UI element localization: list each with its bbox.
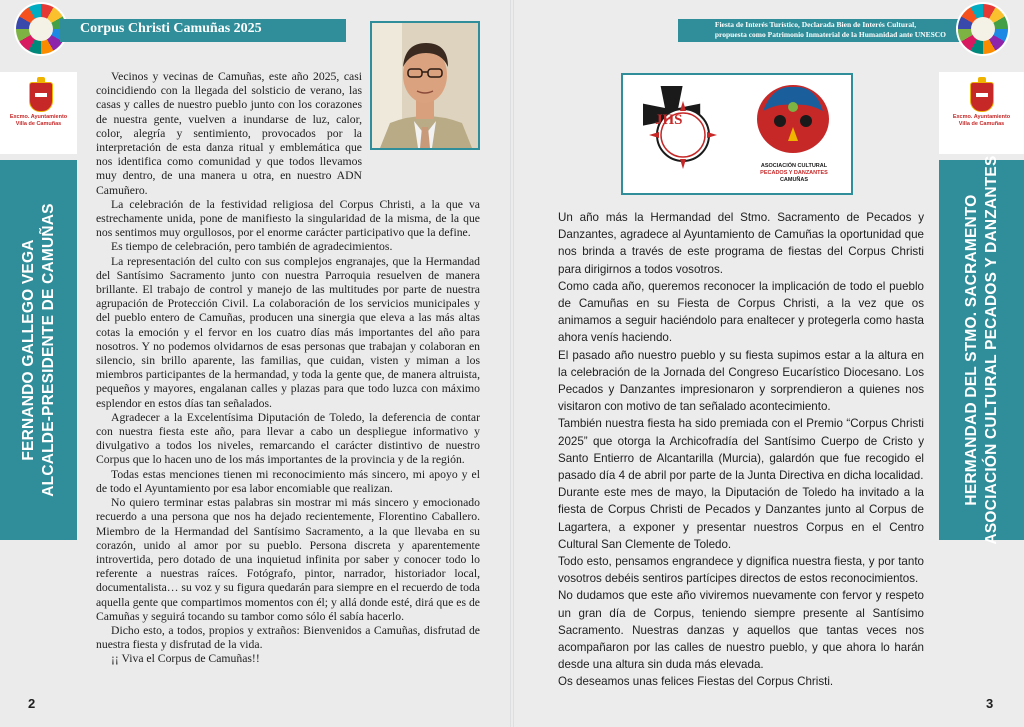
town-shield-icon	[970, 82, 994, 112]
brotherhood-name: HERMANDAD DEL STMO. SACRAMENTO	[962, 194, 980, 506]
letter-paragraph: El pasado año nuestro pueblo y su fiesta supimos estar a la altura en la celebración de la Jornada del Congreso Eucarístico Diocesano. Los Pecados y Danzantes impresionaron y sorprendieron a quienes nos visitaron con motivo de tan señalado acontecimiento.	[558, 348, 924, 414]
author-name: FERNANDO GALLEGO VEGA	[19, 239, 37, 461]
association-logo-line2: PECADOS Y DANZANTES	[760, 170, 828, 176]
letter-paragraph: Todas estas menciones tienen mi reconocimiento más sincero, mi apoyo y el de todo el Ayuntamiento por esa labor encomiable que realizan.	[96, 467, 480, 495]
header-title: Corpus Christi Camuñas 2025	[80, 21, 262, 36]
organizations-logo-box	[621, 73, 853, 195]
author-title	[19, 203, 59, 496]
fiesta-declaration	[715, 20, 946, 40]
rosette-emblem-icon	[958, 4, 1008, 54]
jhs-monogram: JHS	[655, 112, 683, 128]
vertical-title-bar-left	[0, 160, 77, 540]
letter-paragraph: Dicho esto, a todos, propios y extraños: Bienvenidos a Camuñas, disfrutad de nuestra fiesta y disfrutad de la vida.	[96, 623, 480, 652]
letter-paragraph: Como cada año, queremos reconocer la implicación de todo el pueblo de Camuñas en su Fiesta de Corpus Christi, a la vez que os animamos a seguir haciéndolo para enaltecer y protegerla como hasta ahora venís haciendo.	[558, 279, 924, 345]
rosette-emblem-icon	[16, 4, 66, 54]
letter-paragraph: No quiero terminar estas palabras sin mostrar mi más sincero y emocionado recuerdo a una persona que nos ha dejado recientemente, Florentino Caballero. Miembro de la Hermandad del Santísimo Sacramento, a la que llevaba en su corazón, unido al amor por su pueblo. Persona discreta y aparentemente introvertida, pero dotado de una inquietud infinita por saber y conocer todo lo referente a nuestras raíces. Fotógrafo, pintor, narrador, historiador local, documentalista… su voz y su figura quedarán para siempre en el recuerdo de toda aquella gente que compartimos momentos con él; y allá donde esté, dirá que es de Camuñas y seguirá tocando su tambor como sólo él sabía hacerlo.	[96, 496, 480, 623]
fiesta-declaration-line2: propuesta como Patrimonio Inmaterial de la Humanidad ante UNESCO	[714, 30, 946, 39]
letter-paragraph: Todo esto, pensamos engrandece y dignifica nuestra fiesta, y por tanto vosotros debéis sentiros partícipes directos de estos reconocimientos.	[558, 555, 924, 586]
letter-paragraph: La representación del culto con sus complejos engranajes, que la Hermandad del Santísimo Sacramento junto con nuestra Parroquia resuelven de manera brillante. El trabajo de control y manejo de las multitudes por parte de nuestra agrupación de Protección Civil. La colaboración de los servicios municipales y del pueblo entero de Camuñas, producen una sinergia que eleva a las más altas cotas la emoción y el fervor en los cuatro días más importantes del año para nosotros. Y no podemos olvidarnos de esas personas que trabajan y colaboran en silencio, sin brillo aparente, las familias, que cuidan, visten y miman a los miembros participantes de la hermandad, y toda la gente que, de manera altruista, pequeños y mayores, engalanan calles y plazas para que todo luzca con máximo esplendor en estos días tan señalados.	[96, 254, 480, 410]
fiesta-declaration-line1: Fiesta de Interés Turístico, Declarada Bien de Interés Cultural,	[714, 20, 917, 29]
association-logo-line3: CAMUÑAS	[779, 177, 809, 183]
town-shield-icon	[29, 82, 53, 112]
town-logo-block	[939, 72, 1024, 154]
association-logo-label	[751, 163, 837, 184]
letter-paragraph: Vecinos y vecinas de Camuñas, este año 2025, casi coincidiendo con la llegada del solsticio de verano, las casas y calles de nuestro pueblo junto con los corazones de nuestra gente, vuelven a inundarse de luz, calor, color, alegría y sentimiento, provocados por la interpretación de esta danza ritual y emblemática que nos identifica como comunidad y que todos llevamos muy dentro, de una manera u otra, en nuestro ADN Camuñero.	[96, 70, 362, 197]
page-number-right: 3	[986, 696, 994, 711]
letter-paragraph: Agradecer a la Excelentísima Diputación de Toledo, la deferencia de contar con nuestra fiesta este año, para llevar a cabo un despliegue informativo y divulgativo a todos los niveles, remarcando el carácter distintivo de nuestro Corpus que lo hacen uno de los más importantes de la provincia y de la región.	[96, 410, 480, 467]
vertical-title-bar-right	[939, 155, 1024, 545]
mayor-letter	[96, 70, 480, 667]
brotherhood-letter	[558, 209, 924, 691]
town-logo-block	[0, 72, 77, 154]
author-role: ALCALDE-PRESIDENTE DE CAMUÑAS	[39, 203, 57, 497]
letter-paragraph: Un año más la Hermandad del Stmo. Sacramento de Pecados y Danzantes, agradece al Ayuntamiento de Camuñas la oportunidad que nos brinda a través de este programa de fiestas del Corpus Christi para dirigirnos a todos vosotros.	[558, 211, 924, 276]
letter-paragraph: La celebración de la festividad religiosa del Corpus Christi, a la que va estrechamente unida, pone de manifiesto la singularidad de la misma, de la que nos sentimos muy orgullosos, por el enorme carácter participativo que la define.	[96, 197, 480, 240]
association-logo-line1: ASOCIACIÓN CULTURAL	[760, 163, 828, 169]
page-spine	[510, 0, 514, 727]
letter-paragraph: También nuestra fiesta ha sido premiada con el Premio “Corpus Christi 2025” que otorga la Archicofradía del Santísimo Cuerpo de Cristo y Santo Entierro de Alcantarilla (Murcia), galardón que fue recogido el pasado día 4 de abril por parte de la Junta Directiva en dicha localidad.	[558, 417, 924, 483]
letter-closing: Os deseamos unas felices Fiestas del Corpus Christi.	[558, 675, 834, 689]
town-logo-label: Excmo. Ayuntamiento Villa de Camuñas	[952, 114, 1011, 127]
letter-paragraph: Durante este mes de mayo, la Diputación de Toledo ha invitado a la fiesta de Corpus Christi de Pecados y Danzantes junto al Corpus de Lagartera, a exponer y presentar nuestros Corpus en el Centro Cultural San Clemente de Toledo.	[558, 486, 924, 551]
town-logo-label: Excmo. Ayuntamiento Villa de Camuñas	[9, 114, 68, 127]
page-number-left: 2	[28, 696, 36, 711]
letter-paragraph: No dudamos que este año viviremos nuevamente con fervor y respeto un gran día de Corpus, teniendo siempre presente al Santísimo Sacramento. Nuestras danzas y aquellos que tantas veces nos acompañaron por las calles de nuestro pueblo, y que ahora lo harán desde una altura sin duda más elevada.	[558, 589, 924, 672]
letter-paragraph: Es tiempo de celebración, pero también de agradecimientos.	[111, 240, 393, 254]
association-mask-icon	[757, 85, 829, 153]
association-name: ASOCIACIÓN CULTURAL PECADOS Y DANZANTES	[982, 155, 1000, 545]
authors-title	[962, 155, 1002, 544]
letter-closing: ¡¡ Viva el Corpus de Camuñas!!	[111, 652, 260, 666]
